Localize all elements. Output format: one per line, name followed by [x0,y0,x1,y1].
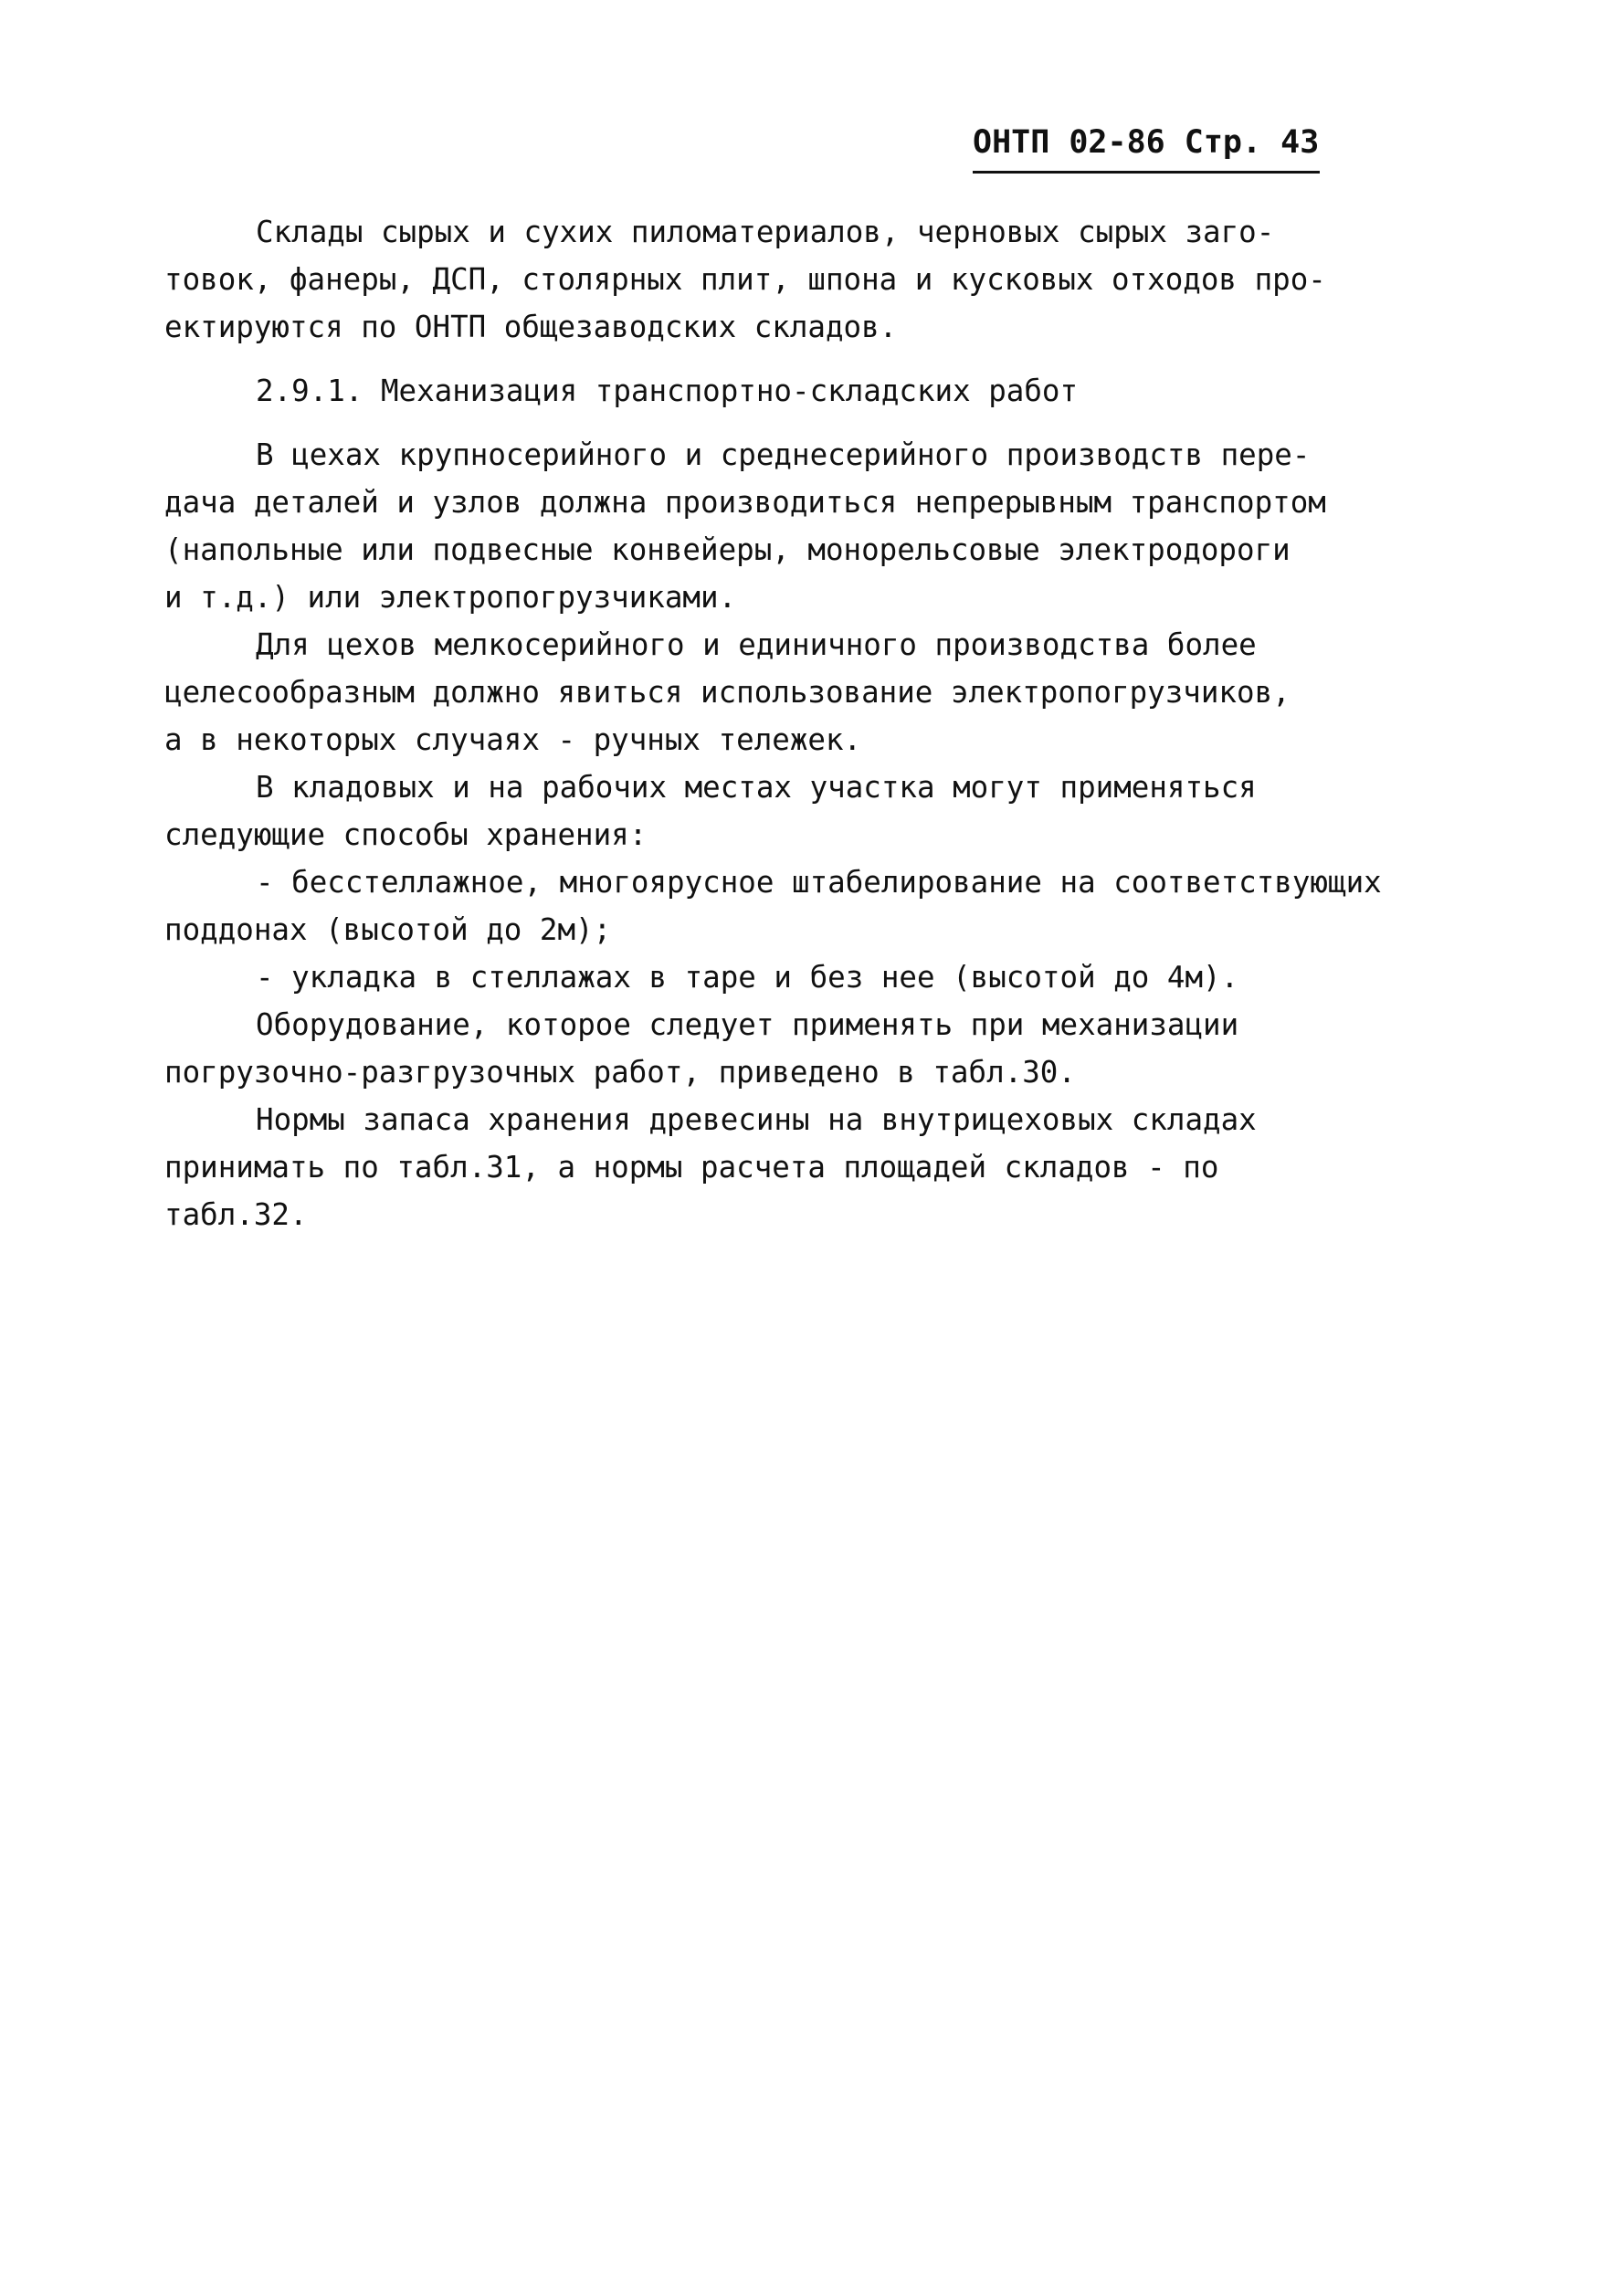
text-line: Оборудование, которое следует применять при механизации [256,1007,1239,1042]
text-line: следующие способы хранения: [164,817,648,852]
transport-paragraph [164,431,1443,621]
text-line: принимать по табл.31, а нормы расчета площадей складов - по [164,1150,1219,1185]
storage-norms-paragraph [164,1096,1443,1238]
text-line: - укладка в стеллажах в таре и без нее (высотой до 4м). [256,960,1239,995]
page-header [973,123,1320,178]
text-line: В кладовых и на рабочих местах участка могут применяться [256,770,1257,805]
header-underline [973,171,1320,174]
text-line: табл.32. [164,1197,308,1232]
text-line: а в некоторых случаях - ручных тележек. [164,722,862,757]
text-line: Склады сырых и сухих пиломатериалов, черновых сырых заго- [256,215,1275,249]
text-line: Нормы запаса хранения древесины на внутрицеховых складах [256,1102,1257,1137]
section-heading: 2.9.1. Механизация транспортно-складских работ [256,374,1079,408]
text-line: товок, фанеры, ДСП, столярных плит, шпона и кусковых отходов про- [164,262,1326,297]
text-line: В цехах крупносерийного и среднесерийного производств пере- [256,437,1311,472]
document-code-page-number: ОНТП 02-86 Стр. 43 [973,124,1320,161]
paragraph-spacing [164,415,1443,431]
text-line: и т.д.) или электропогрузчиками. [164,580,737,615]
text-line: погрузочно-разгрузочных работ, приведено в табл.30. [164,1055,1076,1090]
storage-method-list-item [164,858,1443,953]
storage-warehouses-paragraph [164,208,1443,351]
equipment-paragraph [164,1001,1443,1096]
storage-method-list-item [164,953,1443,1001]
text-line: дача деталей и узлов должна производиться непрерывным транспортом [164,485,1326,520]
document-body [164,208,1443,1238]
text-line: Для цехов мелкосерийного и единичного производства более [256,627,1257,662]
paragraph-spacing [164,351,1443,367]
text-line: целесообразным должно явиться использование электропогрузчиков, [164,675,1291,710]
small-series-paragraph [164,621,1443,764]
text-line: поддонах (высотой до 2м); [164,912,612,947]
storage-methods-intro [164,764,1443,858]
text-line: ектируются по ОНТП общезаводских складов. [164,310,898,344]
text-line: (напольные или подвесные конвейеры, монорельсовые электродороги [164,532,1291,567]
text-line: - бесстеллажное, многоярусное штабелирование на соответствующих [256,865,1382,900]
